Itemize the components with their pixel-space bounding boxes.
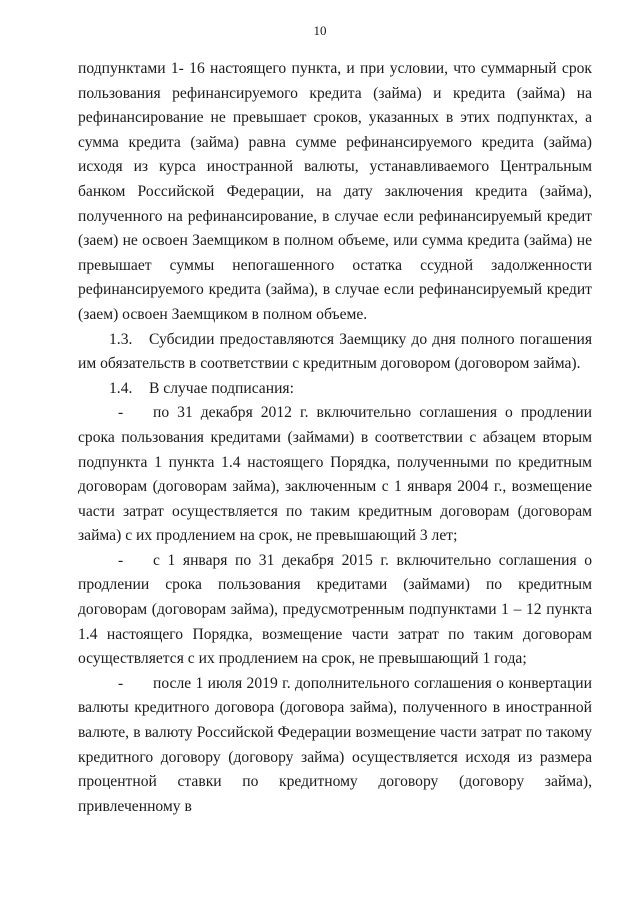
page-number: 10 (313, 23, 327, 38)
dash-marker: - (118, 674, 124, 692)
item-number: 1.3. (109, 330, 133, 348)
document-body (78, 57, 592, 819)
item-number: 1.4. (109, 379, 133, 397)
list-item-text: с 1 января по 31 декабря 2015 г. включительно соглашения о продлении срока пользования кредитами (займами) по кредитным договорам (договорам займа), предусмотренным подпунктами 1 – 12 пункта 1.4 настоящего Порядка, возмещение части затрат по таким договорам осуществляется с их продлением на срок, не превышающий 1 года; (78, 551, 592, 668)
paragraph-1-4 (78, 377, 592, 402)
paragraph-1-3 (78, 328, 592, 377)
list-item (78, 549, 592, 672)
dash-marker: - (118, 404, 124, 422)
paragraph-text: Субсидии предоставляются Заемщику до дня полного погашения им обязательств в соответствии с кредитным договором (договором займа). (78, 330, 592, 373)
list-item-text: после 1 июля 2019 г. дополнительного соглашения о конвертации валюты кредитного договора (договора займа), полученного в иностранной валюте, в валюту Российской Федерации возмещение части затрат по такому кредитного договору (договору займа) осуществляется исходя из размера процентной ставки по кредитному договору (договору займа), привлеченному в (78, 674, 592, 815)
paragraph-text: В случае подписания: (149, 379, 294, 397)
paragraph-refinancing-conditions: подпунктами 1- 16 настоящего пункта, и при условии, что суммарный срок пользования рефинансируемого кредита (займа) и кредита (займа) на рефинансирование не превышает сроков, указанных в этих подпунктах, а сумма кредита (займа) равна сумме рефинансируемого кредита (займа) исходя из курса иностранной валюты, устанавливаемого Центральным банком Российской Федерации, на дату заключения кредита (займа), полученного на рефинансирование, в случае если рефинансируемый кредит (заем) не освоен Заемщиком в полном объеме, или сумма кредита (займа) не превышает суммы непогашенного остатка ссудной задолженности рефинансируемого кредита (займа), в случае если рефинансируемый кредит (заем) освоен Заемщиком в полном объеме. (78, 60, 592, 323)
list-item (78, 672, 592, 820)
list-item-text: по 31 декабря 2012 г. включительно соглашения о продлении срока пользования кредитами (займами) в соответствии с абзацем вторым подпункта 1 пункта 1.4 настоящего Порядка, полученными по кредитным договорам (договорам займа), заключенным с 1 января 2004 г., возмещение части затрат осуществляется по таким кредитным договорам (договорам займа) с их продлением на срок, не превышающий 3 лет; (78, 404, 592, 545)
dash-marker: - (118, 551, 124, 569)
list-item (78, 401, 592, 549)
